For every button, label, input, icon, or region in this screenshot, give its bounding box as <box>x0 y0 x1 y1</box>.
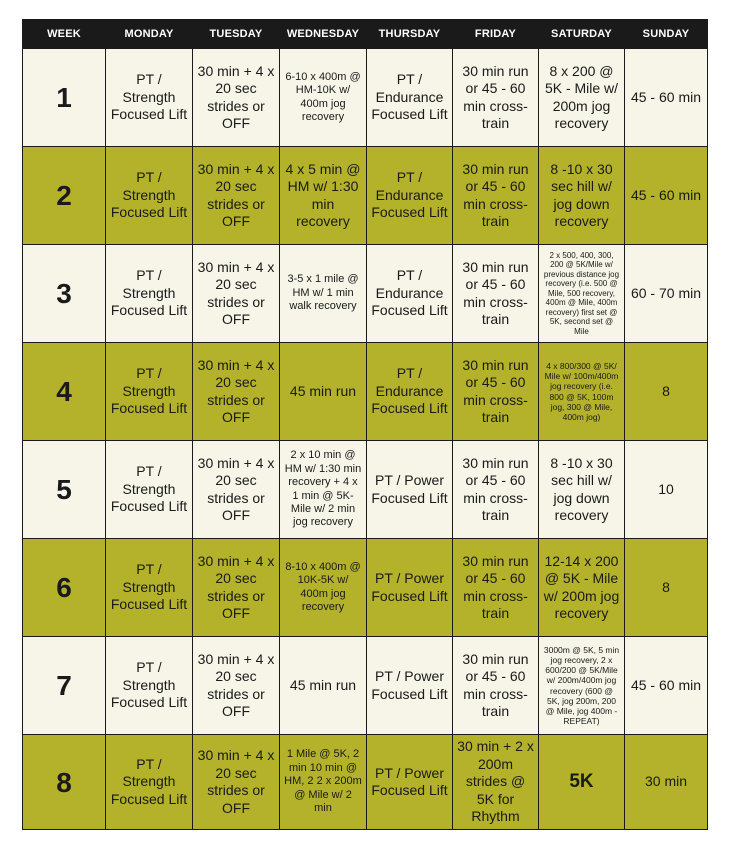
week-number: 1 <box>23 49 106 147</box>
header-thursday: THURSDAY <box>367 20 453 49</box>
week-number: 5 <box>23 441 106 539</box>
header-monday: MONDAY <box>106 20 193 49</box>
sunday-workout: 45 - 60 min <box>625 49 708 147</box>
tuesday-workout: 30 min + 4 x 20 sec strides or OFF <box>193 245 280 343</box>
friday-workout: 30 min + 2 x 200m strides @ 5K for Rhythm <box>453 735 539 830</box>
header-wednesday: WEDNESDAY <box>280 20 367 49</box>
friday-workout: 30 min run or 45 - 60 min cross-train <box>453 441 539 539</box>
saturday-workout: 5K <box>539 735 625 830</box>
sunday-workout: 45 - 60 min <box>625 147 708 245</box>
friday-workout: 30 min run or 45 - 60 min cross-train <box>453 147 539 245</box>
thursday-workout: PT / Endurance Focused Lift <box>367 343 453 441</box>
thursday-workout: PT / Power Focused Lift <box>367 539 453 637</box>
week-number: 3 <box>23 245 106 343</box>
wednesday-workout: 45 min run <box>280 343 367 441</box>
saturday-workout: 3000m @ 5K, 5 min jog recovery, 2 x 600/200 @ 5K/Mile w/ 200m/400m jog recovery (600 @ 5K, jog 200m, 200 @ Mile, jog 400m - REPEAT) <box>539 637 625 735</box>
week-number: 8 <box>23 735 106 830</box>
header-saturday: SATURDAY <box>539 20 625 49</box>
monday-workout: PT / Strength Focused Lift <box>106 49 193 147</box>
saturday-workout: 8 x 200 @ 5K - Mile w/ 200m jog recovery <box>539 49 625 147</box>
friday-workout: 30 min run or 45 - 60 min cross-train <box>453 637 539 735</box>
week-row-4 <box>23 343 708 441</box>
tuesday-workout: 30 min + 4 x 20 sec strides or OFF <box>193 735 280 830</box>
week-row-2 <box>23 147 708 245</box>
wednesday-workout: 45 min run <box>280 637 367 735</box>
tuesday-workout: 30 min + 4 x 20 sec strides or OFF <box>193 343 280 441</box>
wednesday-workout: 8-10 x 400m @ 10K-5K w/ 400m jog recovery <box>280 539 367 637</box>
friday-workout: 30 min run or 45 - 60 min cross-train <box>453 49 539 147</box>
wednesday-workout: 6-10 x 400m @ HM-10K w/ 400m jog recovery <box>280 49 367 147</box>
sunday-workout: 30 min <box>625 735 708 830</box>
saturday-workout: 8 -10 x 30 sec hill w/ jog down recovery <box>539 147 625 245</box>
wednesday-workout: 2 x 10 min @ HM w/ 1:30 min recovery + 4 x 1 min @ 5K-Mile w/ 2 min jog recovery <box>280 441 367 539</box>
tuesday-workout: 30 min + 4 x 20 sec strides or OFF <box>193 637 280 735</box>
week-row-5 <box>23 441 708 539</box>
saturday-workout: 8 -10 x 30 sec hill w/ jog down recovery <box>539 441 625 539</box>
week-number: 4 <box>23 343 106 441</box>
header-week: WEEK <box>23 20 106 49</box>
sunday-workout: 45 - 60 min <box>625 637 708 735</box>
thursday-workout: PT / Power Focused Lift <box>367 637 453 735</box>
header-friday: FRIDAY <box>453 20 539 49</box>
thursday-workout: PT / Endurance Focused Lift <box>367 245 453 343</box>
week-number: 7 <box>23 637 106 735</box>
thursday-workout: PT / Endurance Focused Lift <box>367 147 453 245</box>
sunday-workout: 10 <box>625 441 708 539</box>
tuesday-workout: 30 min + 4 x 20 sec strides or OFF <box>193 539 280 637</box>
week-row-6 <box>23 539 708 637</box>
week-row-8 <box>23 735 708 830</box>
friday-workout: 30 min run or 45 - 60 min cross-train <box>453 539 539 637</box>
thursday-workout: PT / Endurance Focused Lift <box>367 49 453 147</box>
monday-workout: PT / Strength Focused Lift <box>106 441 193 539</box>
header-tuesday: TUESDAY <box>193 20 280 49</box>
header-sunday: SUNDAY <box>625 20 708 49</box>
thursday-workout: PT / Power Focused Lift <box>367 441 453 539</box>
week-number: 2 <box>23 147 106 245</box>
week-row-3 <box>23 245 708 343</box>
saturday-workout: 12-14 x 200 @ 5K - Mile w/ 200m jog recovery <box>539 539 625 637</box>
week-row-1 <box>23 49 708 147</box>
monday-workout: PT / Strength Focused Lift <box>106 245 193 343</box>
saturday-workout: 4 x 800/300 @ 5K/ Mile w/ 100m/400m jog recovery (i.e. 800 @ 5K, 100m jog, 300 @ Mile, 400m jog) <box>539 343 625 441</box>
tuesday-workout: 30 min + 4 x 20 sec strides or OFF <box>193 441 280 539</box>
friday-workout: 30 min run or 45 - 60 min cross-train <box>453 343 539 441</box>
thursday-workout: PT / Power Focused Lift <box>367 735 453 830</box>
week-row-7 <box>23 637 708 735</box>
saturday-workout: 2 x 500, 400, 300, 200 @ 5K/Mile w/ previous distance jog recovery (i.e. 500 @ Mile, 500 recovery, 400m @ Mile, 400m recovery) first set @ 5K, second set @ Mile <box>539 245 625 343</box>
friday-workout: 30 min run or 45 - 60 min cross-train <box>453 245 539 343</box>
training-schedule-table <box>22 19 708 830</box>
monday-workout: PT / Strength Focused Lift <box>106 735 193 830</box>
header-row <box>23 20 708 49</box>
tuesday-workout: 30 min + 4 x 20 sec strides or OFF <box>193 49 280 147</box>
wednesday-workout: 4 x 5 min @ HM w/ 1:30 min recovery <box>280 147 367 245</box>
sunday-workout: 8 <box>625 343 708 441</box>
monday-workout: PT / Strength Focused Lift <box>106 539 193 637</box>
week-number: 6 <box>23 539 106 637</box>
tuesday-workout: 30 min + 4 x 20 sec strides or OFF <box>193 147 280 245</box>
monday-workout: PT / Strength Focused Lift <box>106 637 193 735</box>
monday-workout: PT / Strength Focused Lift <box>106 147 193 245</box>
wednesday-workout: 1 Mile @ 5K, 2 min 10 min @ HM, 2 2 x 200m @ Mile w/ 2 min <box>280 735 367 830</box>
sunday-workout: 60 - 70 min <box>625 245 708 343</box>
wednesday-workout: 3-5 x 1 mile @ HM w/ 1 min walk recovery <box>280 245 367 343</box>
sunday-workout: 8 <box>625 539 708 637</box>
monday-workout: PT / Strength Focused Lift <box>106 343 193 441</box>
